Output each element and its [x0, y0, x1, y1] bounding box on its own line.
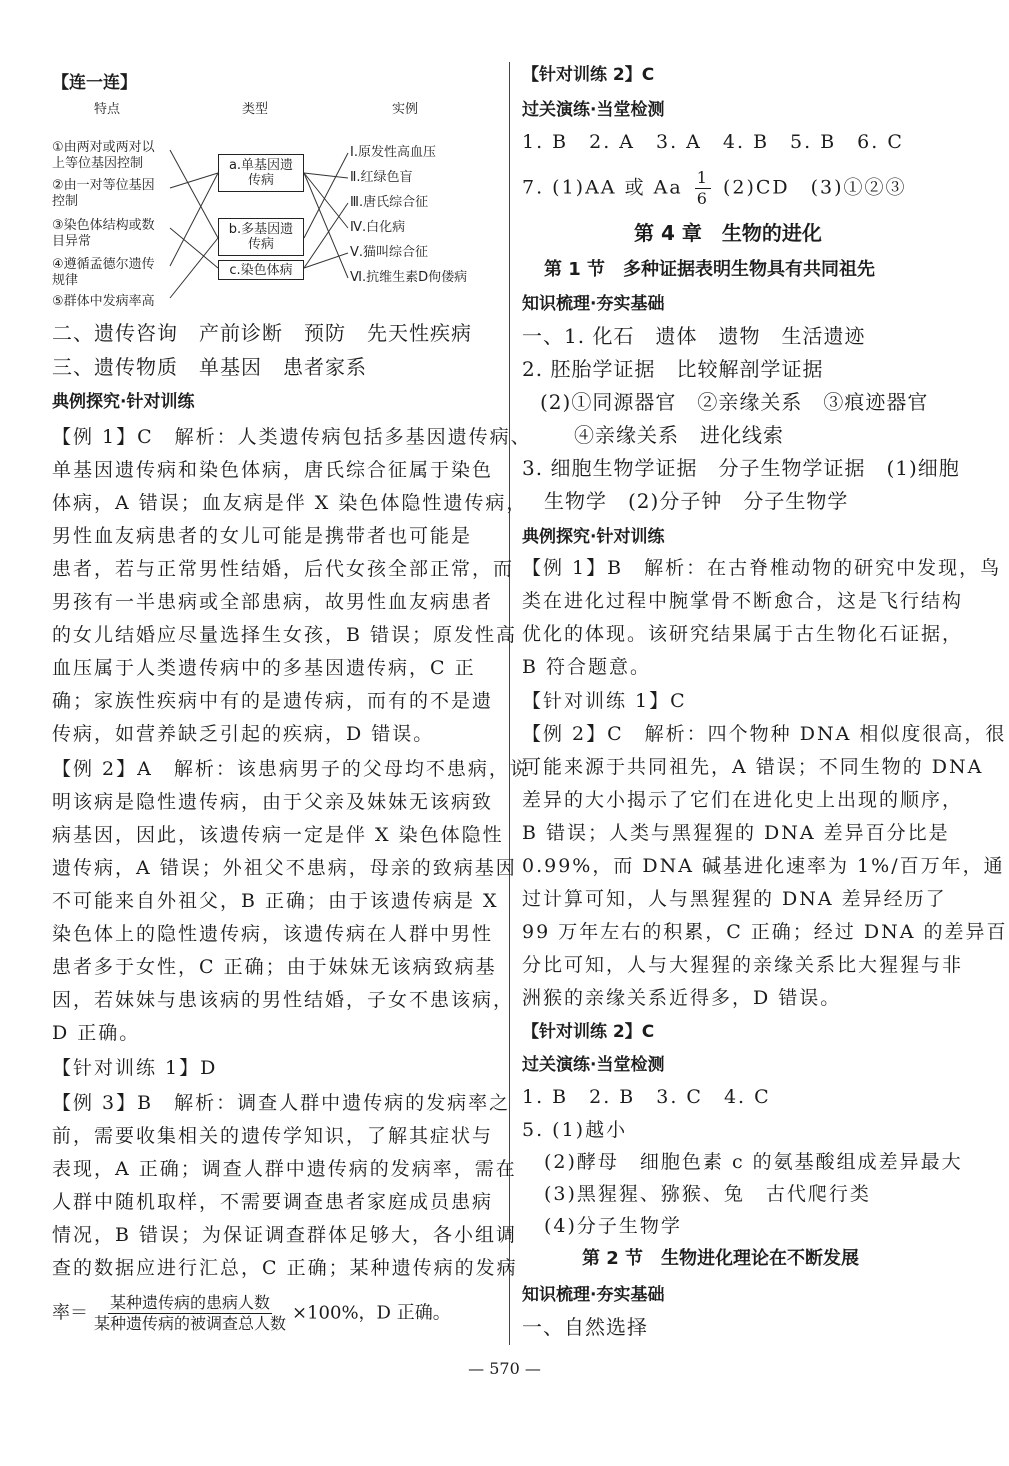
- text-line: 优化的体现。该研究结果属于古生物化石证据，: [522, 623, 964, 645]
- feature-4b: 规律: [52, 273, 79, 288]
- text-line: 3. 细胞生物学证据 分子生物学证据 (1)细胞: [522, 456, 960, 480]
- text-line: 表现，A 正确；调查人群中遗传病的发病率，需在: [52, 1158, 517, 1180]
- text-line: 【例 2】A 解析：该患病男子的父母均不患病，说: [52, 758, 531, 780]
- text-line: 分比可知，人与大猩猩的亲缘关系比大猩猩与非: [522, 954, 964, 976]
- col-header-types: 类型: [242, 102, 269, 117]
- text-line: 男性血友病患者的女儿可能是携带者也可能是: [52, 525, 473, 547]
- connector-4a: [170, 173, 218, 266]
- text-line: 一、自然选择: [522, 1315, 648, 1339]
- formula-numerator: 某种遗传病的患病人数: [110, 1293, 271, 1312]
- text-line: 【针对训练 2】C: [522, 1022, 655, 1042]
- formula-fraction: [92, 1293, 288, 1334]
- type-box-b: b.多基因遗 传病: [218, 218, 304, 256]
- example-III: Ⅲ.唐氏综合征: [350, 195, 429, 210]
- chapter-title: 第 4 章 生物的进化: [634, 221, 822, 245]
- q7-prefix: 7. (1)AA 或 Aa: [522, 176, 683, 199]
- matching-diagram: [52, 98, 492, 313]
- formula-denominator: 某种遗传病的被调查总人数: [94, 1314, 287, 1333]
- text-line: 病基因，因此，该遗传病一定是伴 X 染色体隐性: [52, 824, 504, 846]
- section-title: 第 1 节 多种证据表明生物具有共同祖先: [544, 259, 876, 280]
- feature-5: ⑤群体中发病率高: [52, 294, 155, 309]
- section-heading: 典例探究·针对训练: [52, 392, 195, 412]
- col-header-examples: 实例: [392, 102, 419, 117]
- text-line: 人群中随机取样，不需要调查患者家庭成员患病: [52, 1191, 494, 1213]
- connector-2a: [170, 173, 218, 188]
- text-line: 传病，如营养缺乏引起的疾病，D 错误。: [52, 723, 435, 745]
- formula-line: [52, 1293, 451, 1334]
- text-line: 体病，A 错误；血友病是伴 X 染色体隐性遗传病，: [52, 492, 528, 514]
- text-line: 染色体上的隐性遗传病，该遗传病在人群中男性: [52, 923, 494, 945]
- text-line: 单基因遗传病和染色体病，唐氏综合征属于染色: [52, 459, 494, 481]
- text-line: ④亲缘关系 进化线索: [574, 423, 784, 447]
- text-line: 确；家族性疾病中有的是遗传病，而有的不是遗: [52, 690, 494, 712]
- text-line: (2)①同源器官 ②亲缘关系 ③痕迹器官: [540, 390, 929, 414]
- text-line: 生物学 (2)分子钟 分子生物学: [544, 489, 849, 513]
- text-line: 血压属于人类遗传病中的多基因遗传病，C 正: [52, 657, 476, 679]
- section-heading: 知识梳理·夯实基础: [522, 1285, 665, 1305]
- feature-3a: ③染色体结构或数: [52, 218, 155, 233]
- text-line: D 正确。: [52, 1022, 141, 1044]
- q7-numerator: 1: [696, 168, 709, 187]
- feature-1a: ①由两对或两对以: [52, 140, 155, 155]
- q7-line: [522, 168, 907, 209]
- feature-4a: ④遵循孟德尔遗传: [52, 257, 155, 272]
- answers-line: 1. B 2. B 3. C 4. C: [522, 1086, 771, 1108]
- answer-line-2: 二、遗传咨询 产前诊断 预防 先天性疾病: [52, 321, 472, 345]
- text-line: 洲猴的亲缘关系近得多，D 错误。: [522, 987, 842, 1009]
- answer-line-3: 三、遗传物质 单基因 患者家系: [52, 355, 367, 379]
- example-IV: Ⅳ.白化病: [350, 220, 406, 235]
- text-line: (2)酵母 细胞色素 c 的氨基酸组成差异最大: [544, 1151, 963, 1173]
- feature-2a: ②由一对等位基因: [52, 178, 155, 193]
- formula-suffix: ×100%，D 正确。: [292, 1302, 451, 1324]
- connector-c-III: [304, 203, 348, 268]
- section-heading: 过关演练·当堂检测: [522, 1055, 665, 1075]
- text-line: (4)分子生物学: [544, 1215, 682, 1237]
- type-box-a: a.单基因遗 传病: [218, 154, 304, 192]
- text-line: 情况，B 错误；为保证调查群体足够大，各小组调: [52, 1224, 518, 1246]
- text-line: 过计算可知，人与黑猩猩的 DNA 差异经历了: [522, 888, 947, 910]
- text-line: 0.99%，而 DNA 碱基进化速率为 1%/百万年，通: [522, 855, 1005, 877]
- connector-3c: [170, 228, 218, 268]
- text-line: 【针对训练 1】D: [52, 1057, 218, 1079]
- section-title: 第 2 节 生物进化理论在不断发展: [582, 1248, 860, 1269]
- text-line: 2. 胚胎学证据 比较解剖学证据: [522, 357, 824, 381]
- text-line: 男孩有一半患病或全部患病，故男性血友病患者: [52, 591, 494, 613]
- page-number: — 570 —: [468, 1359, 541, 1378]
- text-line: 的女儿结婚应尽量选择生女孩，B 错误；原发性高: [52, 624, 518, 646]
- text-line: (3)黑猩猩、猕猴、兔 古代爬行类: [544, 1183, 871, 1205]
- text-line: 不可能来自外祖父，B 正确；由于该遗传病是 X: [52, 890, 499, 912]
- type-box-c: c.染色体病: [218, 260, 304, 280]
- text-line: 明该病是隐性遗传病，由于父亲及妹妹无该病致: [52, 791, 494, 813]
- text-line: 【例 1】C 解析：人类遗传病包括多基因遗传病、: [52, 426, 532, 448]
- text-line: 【例 2】C 解析：四个物种 DNA 相似度很高，很: [522, 723, 1007, 745]
- q7-denominator: 6: [696, 189, 709, 208]
- text-line: B 错误；人类与黑猩猩的 DNA 差异百分比是: [522, 822, 950, 844]
- text-line: 因，若妹妹与患该病的男性结婚，子女不患该病，: [52, 989, 515, 1011]
- text-line: 患者，若与正常男性结婚，后代女孩全部正常，而: [52, 558, 515, 580]
- example-II: Ⅱ.红绿色盲: [350, 170, 413, 185]
- text-line: B 符合题意。: [522, 656, 652, 678]
- column-divider: [509, 62, 510, 1345]
- col-header-features: 特点: [94, 102, 121, 117]
- text-line: 【针对训练 1】C: [522, 690, 687, 712]
- text-line: 前，需要收集相关的遗传学知识，了解其症状与: [52, 1125, 494, 1147]
- text-line: 查的数据应进行汇总，C 正确；某种遗传病的发病: [52, 1257, 518, 1279]
- section-heading: 典例探究·针对训练: [522, 527, 665, 547]
- text-line: 类在进化过程中腕掌骨不断愈合，这是飞行结构: [522, 590, 964, 612]
- example-I: Ⅰ.原发性高血压: [350, 145, 436, 160]
- feature-2b: 控制: [52, 194, 79, 209]
- answers-line: 1. B 2. A 3. A 4. B 5. B 6. C: [522, 131, 904, 153]
- connector-a-IV: [304, 173, 348, 228]
- section-heading: 过关演练·当堂检测: [522, 100, 665, 120]
- formula-prefix: 率＝: [52, 1302, 88, 1324]
- connector-5b: [170, 238, 218, 298]
- text-line: 【例 1】B 解析：在古脊椎动物的研究中发现，鸟: [522, 557, 1002, 579]
- section-heading: 知识梳理·夯实基础: [522, 294, 665, 314]
- feature-3b: 目异常: [52, 234, 92, 249]
- connector-c-V: [304, 253, 348, 268]
- q7-suffix: (2)CD (3)①②③: [722, 176, 907, 199]
- text-line: 差异的大小揭示了它们在进化史上出现的顺序，: [522, 789, 964, 811]
- q7-fraction: [695, 168, 711, 209]
- connector-1b: [170, 150, 218, 238]
- example-V: Ⅴ.猫叫综合征: [350, 245, 429, 260]
- text-line: 一、1. 化石 遗体 遗物 生活遗迹: [522, 324, 866, 348]
- text-line: 【例 3】B 解析：调查人群中遗传病的发病率之: [52, 1092, 511, 1114]
- feature-1b: 上等位基因控制: [52, 156, 144, 171]
- text-line: 5. (1)越小: [522, 1119, 628, 1141]
- connector-a-II: [304, 173, 348, 178]
- text-line: 99 万年左右的积累，C 正确；经过 DNA 的差异百: [522, 921, 1008, 943]
- text-line: 可能来源于共同祖先，A 错误；不同生物的 DNA: [522, 756, 984, 778]
- text-line: 患者多于女性，C 正确；由于妹妹无该病致病基: [52, 956, 497, 978]
- match-title: 【连一连】: [52, 73, 137, 93]
- text-line: 【针对训练 2】C: [522, 65, 655, 85]
- example-VI: Ⅵ.抗维生素D佝偻病: [350, 270, 468, 285]
- text-line: 遗传病，A 错误；外祖父不患病，母亲的致病基因: [52, 857, 517, 879]
